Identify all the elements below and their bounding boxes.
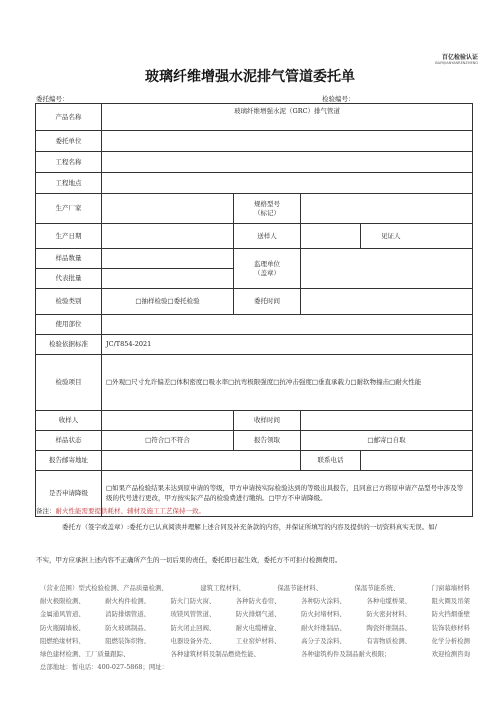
scope-item: 耐火纤维制品、 bbox=[301, 623, 346, 632]
standard-label: 检验依据标准 bbox=[36, 335, 102, 355]
project-name-label: 工程名称 bbox=[36, 152, 102, 173]
sender-label: 送样人 bbox=[234, 224, 301, 249]
scope-item: 工业窑炉材料、 bbox=[235, 636, 281, 645]
signature-statement: 委托方（签字或盖章）:委托方已认真阅读并理解上述合同及补充条款的内容，并保证所填写的内容及提供的一切资料真实无误。如/ bbox=[62, 523, 437, 531]
headquarters-address: 总部地址：暂电话：400-027-5868；网址： bbox=[40, 663, 169, 672]
sample-quantity-field[interactable] bbox=[102, 249, 234, 269]
inspection-items-checkboxes[interactable]: □外观□尺寸允许偏差□体积密度□吸水率□抗弯极限强度□抗冲击强度□垂直承载力□耐软物撞击□耐火性能 bbox=[102, 355, 473, 411]
spec-field[interactable] bbox=[301, 194, 473, 224]
scope-item: 欢迎检测咨询 bbox=[431, 650, 470, 659]
supervisor-field[interactable] bbox=[301, 249, 473, 289]
project-name-field[interactable] bbox=[102, 152, 473, 173]
scope-item: 玻镁风管管道、 bbox=[170, 610, 216, 619]
commission-time-label: 委托时间 bbox=[234, 289, 301, 315]
scope-row bbox=[40, 635, 470, 648]
usage-location-field[interactable] bbox=[102, 315, 473, 335]
receiver-field[interactable] bbox=[102, 411, 234, 431]
commission-form-table bbox=[35, 103, 473, 517]
downgrade-options[interactable]: □如果产品检验结果未达到原申请的等级，甲方申请按实际检验达到的等级出具报告，且同意已方将原申请产品型号中涉及等级的代号进行更改，甲方按实际产品的检验费进行缴纳。□甲方不申请降级。 bbox=[102, 471, 473, 517]
phone-field[interactable] bbox=[361, 451, 473, 471]
scope-item: 阻燃绝缘材料、 bbox=[40, 636, 85, 645]
scope-row bbox=[40, 622, 470, 635]
project-site-field[interactable] bbox=[102, 173, 473, 194]
disclaimer: 不实，甲方应承担上述内容不正确所产生的一切后果的责任，委托即日起生效，委托方不可拒付检测费用。 bbox=[36, 556, 342, 564]
scope-item: 有害物质检测、 bbox=[366, 636, 412, 645]
witness-label: 见证人 bbox=[381, 231, 401, 240]
commission-number-label: 委托编号： bbox=[36, 95, 69, 103]
inspection-number-label: 检验编号： bbox=[322, 95, 355, 103]
scope-row bbox=[40, 582, 470, 595]
scope-item: 高分子及涂料、 bbox=[301, 636, 346, 645]
scope-item: 装饰装修材料 bbox=[431, 623, 470, 632]
scope-item: 防火瓶隔墙板、 bbox=[40, 623, 85, 632]
scope-item: 各种电缆桥架、 bbox=[366, 597, 412, 606]
downgrade-label: 是否申请降级 bbox=[36, 471, 102, 517]
scope-item: 耐火极限检测、 bbox=[40, 597, 85, 606]
production-date-label: 生产日期 bbox=[36, 224, 102, 249]
usage-location-label: 使用部位 bbox=[36, 315, 102, 335]
sample-status-checkboxes[interactable]: □符合□不符合 bbox=[102, 431, 234, 451]
inspection-items-label: 检验项目 bbox=[36, 355, 102, 411]
scope-item: 各种建筑构件及制品耐火极限； bbox=[301, 650, 391, 659]
spec-label-line1: 规格型号 bbox=[254, 199, 280, 208]
remark-prefix: 备注： bbox=[36, 507, 56, 515]
client-label: 委托单位 bbox=[36, 131, 102, 152]
company-logo bbox=[435, 52, 478, 65]
product-name-label: 产品名称 bbox=[36, 104, 102, 131]
project-site-label: 工程地点 bbox=[36, 173, 102, 194]
production-date-field[interactable] bbox=[102, 224, 234, 249]
witness-cell[interactable] bbox=[361, 224, 473, 249]
standard-value[interactable]: JC/T854-2021 bbox=[102, 335, 473, 355]
scope-item: 电器设备外壳、 bbox=[170, 636, 216, 645]
mail-address-label: 报告邮寄地址 bbox=[36, 451, 102, 471]
scope-item: 防火闭止回阀、 bbox=[170, 623, 216, 632]
scope-row bbox=[40, 608, 470, 621]
mail-address-field[interactable] bbox=[102, 451, 301, 471]
scope-item: 防火挡烟垂壁 bbox=[431, 610, 470, 619]
representative-batch-label: 代表批量 bbox=[36, 269, 102, 289]
scope-item: 门窗幕墙材料 bbox=[431, 584, 470, 592]
logo-subtext: BAIYIJIANYANRENZHENG bbox=[435, 61, 478, 65]
scope-item: 阻燃装饰织物、 bbox=[105, 636, 150, 645]
inspection-type-label: 检验类别 bbox=[36, 289, 102, 315]
manufacturer-field[interactable] bbox=[102, 194, 234, 224]
representative-batch-field[interactable] bbox=[102, 269, 234, 289]
report-pickup-checkboxes[interactable]: □邮寄□自取 bbox=[301, 431, 473, 451]
supervisor-label-line2: （盖章） bbox=[254, 268, 280, 277]
scope-item: 绿色建材检测、工厂质量跟踪、 bbox=[40, 650, 130, 659]
scope-item: 防火密封材料、 bbox=[366, 610, 412, 619]
scope-item: 防火封堵材料、 bbox=[301, 610, 346, 619]
scope-row bbox=[40, 648, 470, 661]
scope-item: 消防排烟管道、 bbox=[105, 610, 150, 619]
sample-quantity-label: 样品数量 bbox=[36, 249, 102, 269]
scope-item: 防火门防火窗、 bbox=[170, 597, 216, 606]
scope-item: 耐火构件检测、 bbox=[105, 597, 150, 606]
scope-item: 建筑工程材料、 bbox=[200, 584, 245, 592]
scope-item: 防火排烟气道、 bbox=[235, 610, 281, 619]
inspection-type-checkboxes[interactable]: □抽样检验□委托检验 bbox=[102, 289, 234, 315]
scope-item: 化学分析检测 bbox=[431, 636, 470, 645]
page-title: 玻璃纤维增强水泥排气管道委托单 bbox=[145, 69, 355, 85]
receive-time-label: 收样时间 bbox=[234, 411, 301, 431]
scope-item: 阻火圈及吊架 bbox=[431, 597, 470, 606]
remark bbox=[36, 506, 205, 515]
manufacturer-label: 生产厂家 bbox=[36, 194, 102, 224]
scope-row bbox=[40, 595, 470, 608]
scope-item: 保温节能材料、 bbox=[277, 584, 323, 592]
scope-item: 各种建筑材料及制品燃烧性能、 bbox=[170, 650, 261, 659]
scope-item: 陶瓷纤维制品、 bbox=[366, 623, 412, 632]
scope-item: 金属通风管道、 bbox=[40, 610, 85, 619]
commission-time-field[interactable] bbox=[301, 289, 473, 315]
remark-text: 耐火性能需要提供耗材、辅材及施工工艺保持一致。 bbox=[55, 507, 205, 515]
business-scope bbox=[40, 582, 470, 674]
sender-field[interactable] bbox=[301, 224, 361, 249]
scope-item: （营业范围）型式检验检测、产品质量检测、 bbox=[40, 584, 168, 592]
spec-label bbox=[234, 194, 301, 224]
receiver-label: 收样人 bbox=[36, 411, 102, 431]
logo-text: 百亿检验认证 bbox=[441, 54, 478, 61]
sample-status-label: 样品状态 bbox=[36, 431, 102, 451]
client-field[interactable] bbox=[102, 131, 473, 152]
scope-item: 各种防火涂料、 bbox=[301, 597, 346, 606]
phone-label: 联系电话 bbox=[301, 451, 361, 471]
supervisor-label-line1: 监理单位 bbox=[254, 259, 280, 268]
scope-item: 耐火电缆槽盒、 bbox=[235, 623, 281, 632]
receive-time-field[interactable] bbox=[301, 411, 473, 431]
supervisor-label bbox=[234, 249, 301, 289]
spec-label-line2: （标记） bbox=[254, 208, 280, 217]
report-pickup-label: 报告领取 bbox=[234, 431, 301, 451]
scope-item: 保温节能系统、 bbox=[354, 584, 400, 592]
scope-item: 防火玻璃制品、 bbox=[105, 623, 150, 632]
product-name-value[interactable]: 玻璃纤维增强水泥（GRC）排气管道 bbox=[102, 104, 473, 131]
scope-item: 各种防火卷帘、 bbox=[235, 597, 281, 606]
